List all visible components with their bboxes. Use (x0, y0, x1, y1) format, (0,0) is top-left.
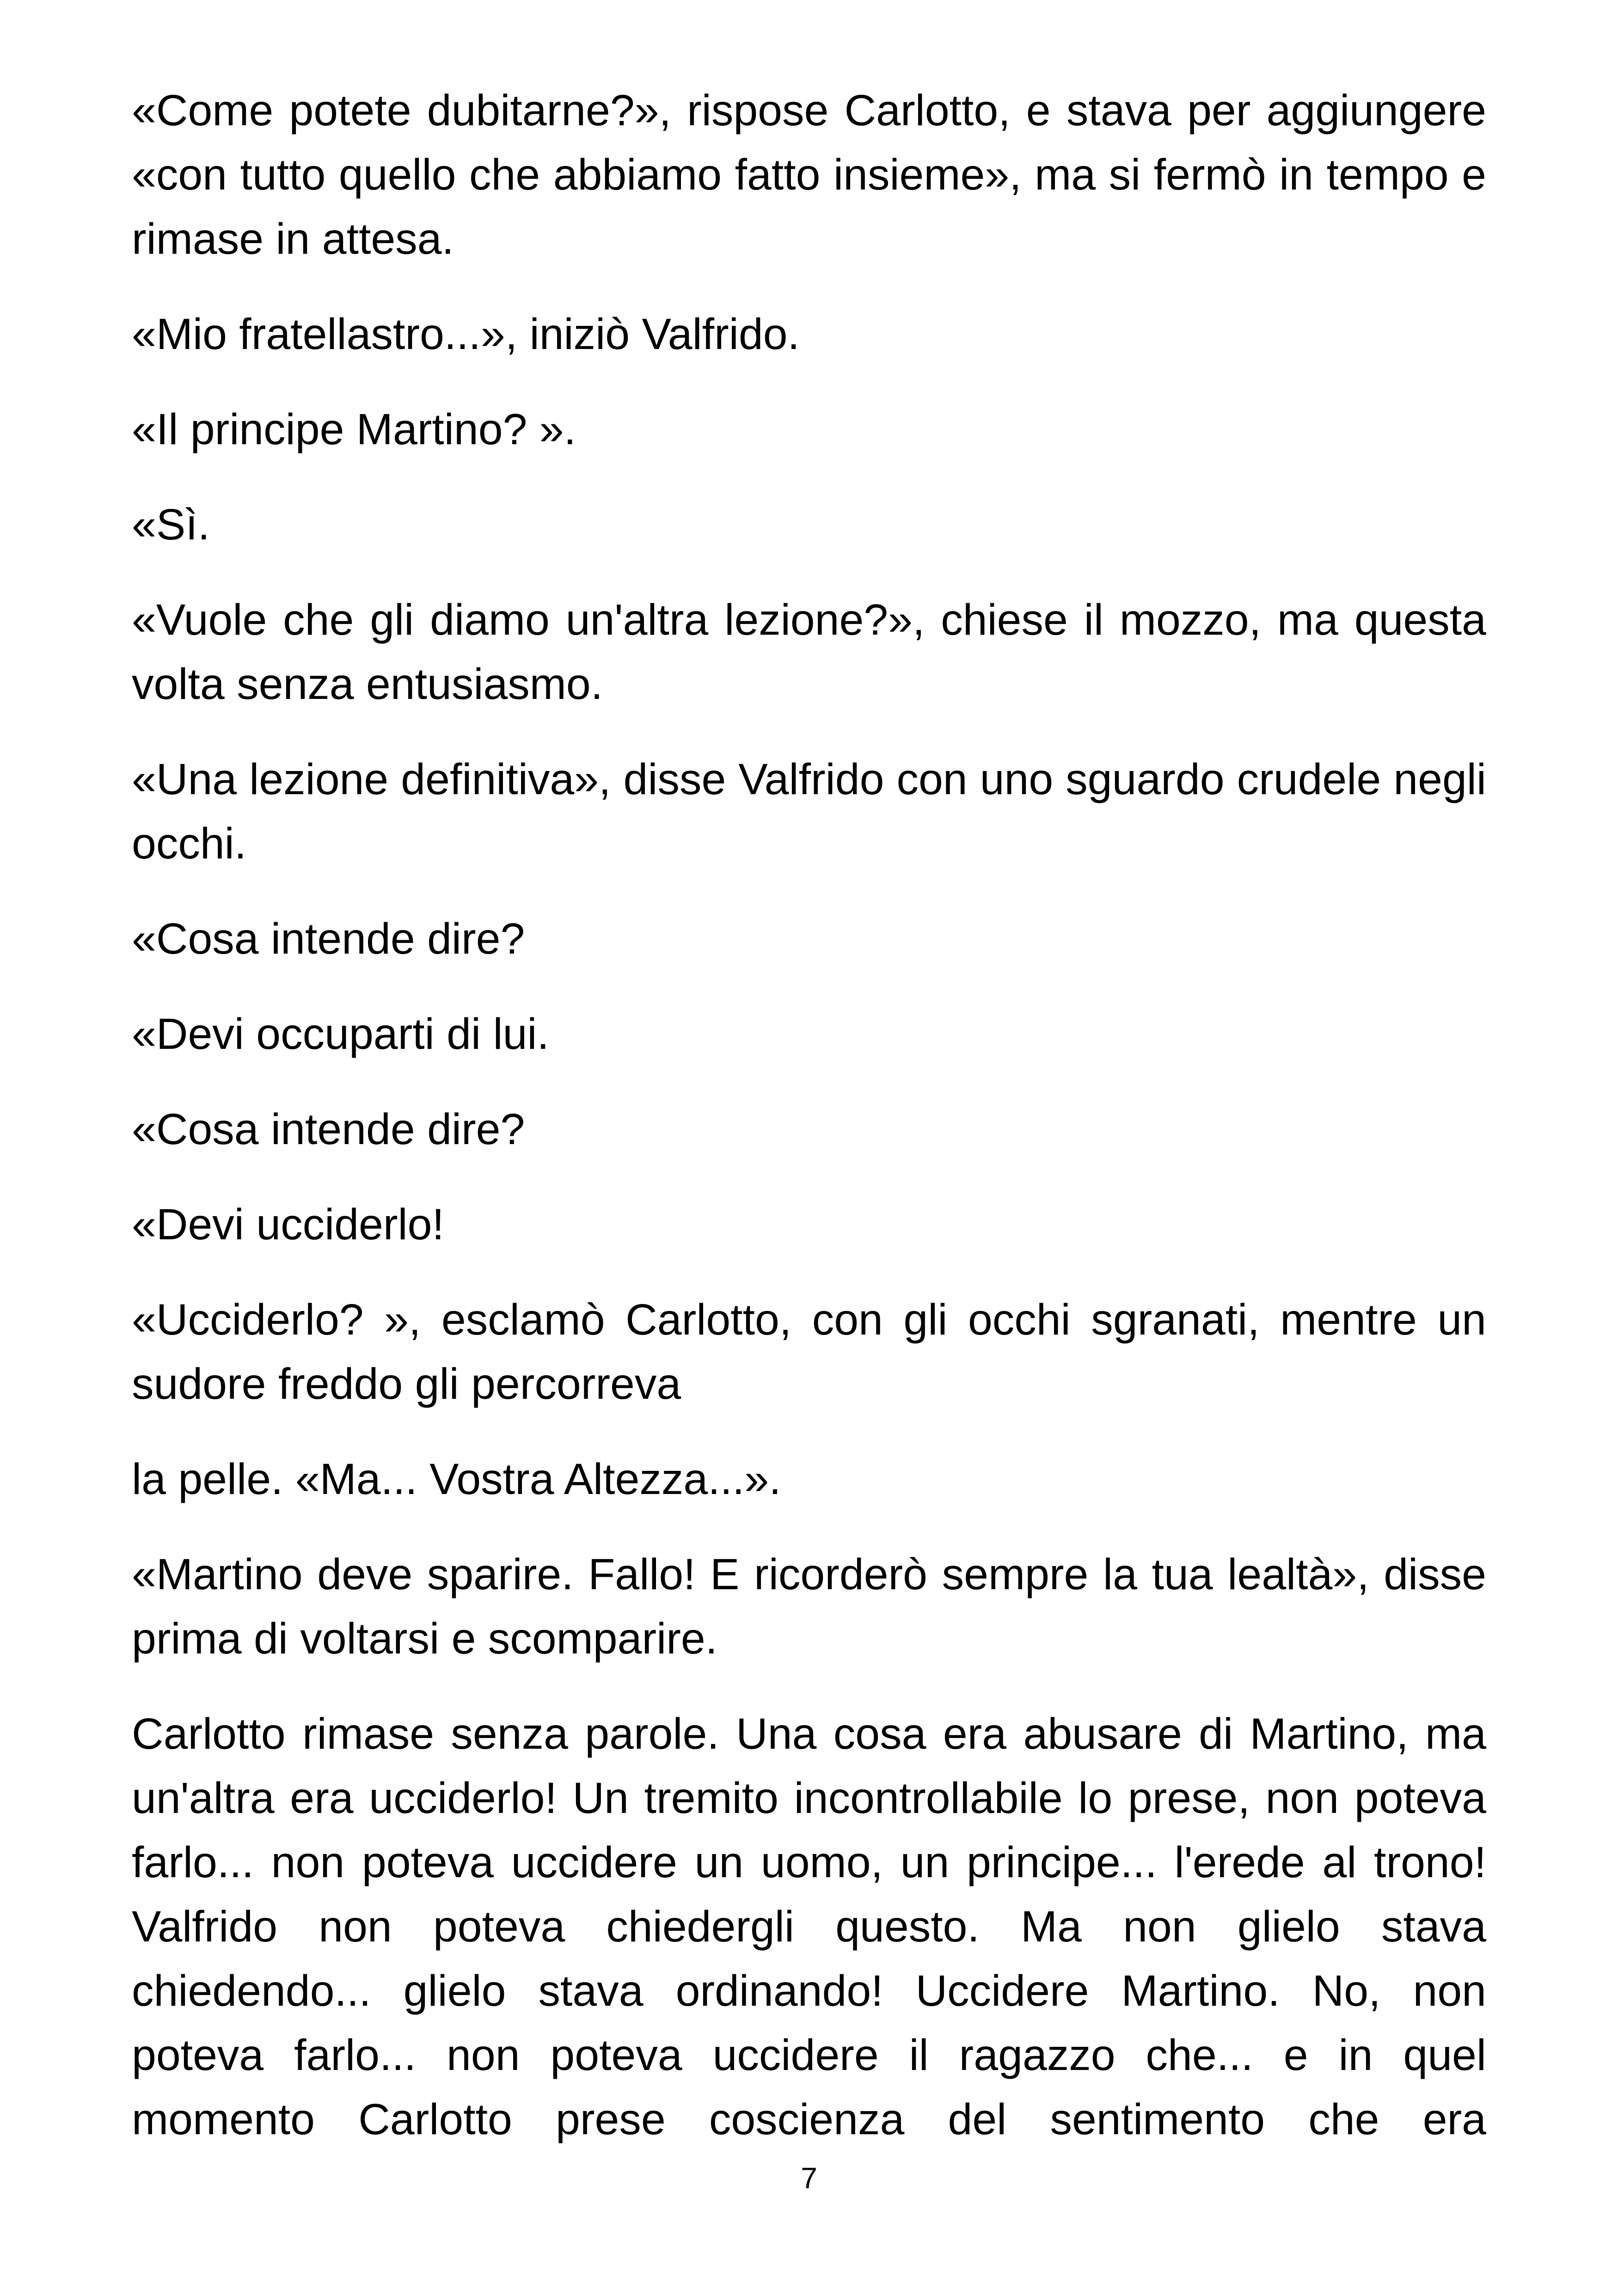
paragraph: «Martino deve sparire. Fallo! E ricorderò sempre la tua lealtà», disse prima di voltarsi e scomparire. (132, 1550, 1486, 1663)
paragraph: «Cosa intende dire? (132, 1105, 525, 1154)
paragraph: la pelle. «Ma... Vostra Altezza...». (132, 1455, 781, 1504)
paragraph: «Devi occuparti di lui. (132, 1010, 549, 1059)
page-number: 7 (801, 2161, 817, 2195)
paragraph: «Come potete dubitarne?», rispose Carlotto, e stava per aggiungere «con tutto quello che abbiamo fatto insieme», ma si fermò in tempo e rimase in attesa. (132, 86, 1486, 263)
page-body (132, 79, 1486, 2183)
paragraph: «Il principe Martino? ». (132, 405, 576, 454)
paragraph: «Cosa intende dire? (132, 914, 525, 963)
paragraph: Carlotto rimase senza parole. Una cosa era abusare di Martino, ma un'altra era ucciderlo! Un tremito incontrollabile lo prese, non poteva farlo... non poteva uccidere un uomo, un principe... l'erede al trono! Valfrido non poteva chiedergli questo. Ma non glielo stava chiedendo... glielo stava ordinando! Uccidere Martino. No, non poteva farlo... non poteva uccidere il ragazzo che... e in quel momento Carlotto prese coscienza del sentimento che era (132, 1709, 1486, 2144)
paragraph: «Vuole che gli diamo un'altra lezione?», chiese il mozzo, ma questa volta senza entusiasmo. (132, 595, 1486, 709)
paragraph: «Sì. (132, 500, 210, 549)
paragraph: «Ucciderlo? », esclamò Carlotto, con gli occhi sgranati, mentre un sudore freddo gli percorreva (132, 1295, 1486, 1408)
paragraph: «Devi ucciderlo! (132, 1200, 444, 1249)
paragraph: «Mio fratellastro...», iniziò Valfrido. (132, 310, 800, 359)
paragraph: «Una lezione definitiva», disse Valfrido con uno sguardo crudele negli occhi. (132, 755, 1486, 868)
